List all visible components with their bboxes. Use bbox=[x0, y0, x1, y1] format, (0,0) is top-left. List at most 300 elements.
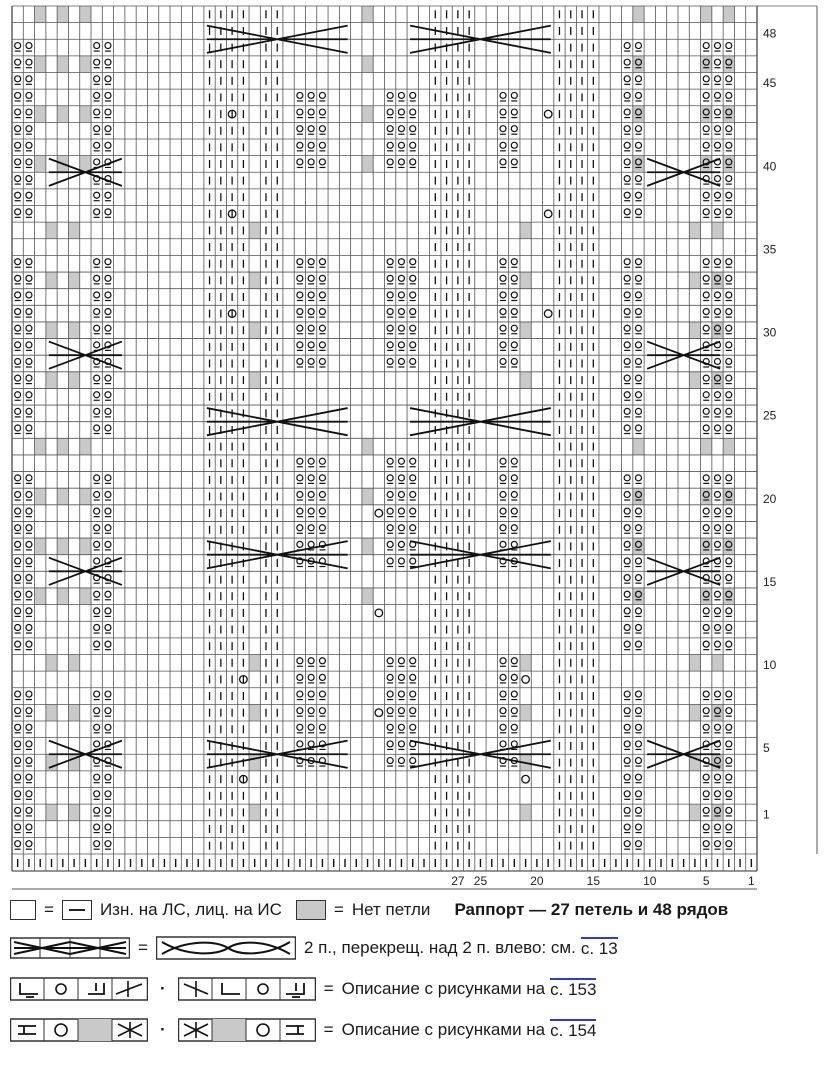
twisted-stitch-symbol bbox=[624, 758, 630, 764]
twisted-stitch-symbol bbox=[410, 92, 416, 98]
grey-cell bbox=[68, 322, 79, 339]
twisted-stitch-symbol bbox=[105, 608, 111, 614]
grey-cell bbox=[249, 704, 260, 721]
twisted-stitch-symbol bbox=[410, 342, 416, 348]
twisted-stitch-symbol bbox=[94, 492, 100, 498]
twisted-stitch-symbol bbox=[297, 142, 303, 148]
twisted-stitch-symbol bbox=[726, 558, 732, 564]
dot-separator: · bbox=[160, 1020, 166, 1039]
grey-cell bbox=[689, 222, 700, 239]
twisted-stitch-symbol bbox=[726, 708, 732, 714]
column-number: 27 bbox=[451, 874, 465, 888]
twisted-stitch-symbol bbox=[714, 76, 720, 82]
twisted-stitch-symbol bbox=[714, 791, 720, 797]
row-number: 20 bbox=[763, 491, 777, 506]
grey-cell bbox=[68, 654, 79, 671]
twisted-stitch-symbol bbox=[726, 758, 732, 764]
twisted-stitch-symbol bbox=[703, 525, 709, 531]
twisted-stitch-symbol bbox=[624, 408, 630, 414]
grey-cell bbox=[362, 438, 373, 455]
grey-cell bbox=[46, 754, 57, 771]
grey-cell bbox=[57, 56, 68, 73]
equals-sign: = bbox=[323, 979, 334, 998]
twisted-stitch-symbol bbox=[387, 92, 393, 98]
twisted-stitch-symbol bbox=[511, 741, 517, 747]
grey-cell bbox=[80, 488, 91, 505]
twisted-stitch-symbol bbox=[297, 724, 303, 730]
grey-cell bbox=[520, 372, 531, 389]
twisted-stitch-symbol bbox=[703, 325, 709, 331]
twisted-stitch-symbol bbox=[94, 541, 100, 547]
cross-cable-symbol bbox=[647, 558, 720, 585]
twisted-stitch-symbol bbox=[308, 691, 314, 697]
twisted-stitch-symbol bbox=[500, 309, 506, 315]
twisted-stitch-symbol bbox=[319, 475, 325, 481]
twisted-stitch-symbol bbox=[714, 824, 720, 830]
twisted-stitch-symbol bbox=[624, 92, 630, 98]
legend-row-3 bbox=[10, 977, 596, 1001]
twisted-stitch-symbol bbox=[500, 541, 506, 547]
twisted-stitch-symbol bbox=[387, 309, 393, 315]
yarn-over-symbol bbox=[522, 775, 530, 783]
twisted-stitch-symbol bbox=[297, 475, 303, 481]
grey-cell bbox=[712, 704, 723, 721]
column-number: 5 bbox=[702, 874, 710, 888]
twisted-stitch-symbol bbox=[726, 275, 732, 281]
twisted-stitch-symbol bbox=[511, 109, 517, 115]
grey-cell bbox=[633, 56, 644, 73]
twisted-stitch-symbol bbox=[500, 741, 506, 747]
twisted-stitch-symbol bbox=[398, 142, 404, 148]
twisted-stitch-symbol bbox=[398, 508, 404, 514]
cross-cable-symbol bbox=[410, 741, 551, 768]
twisted-stitch-symbol bbox=[15, 43, 21, 49]
column-number: 25 bbox=[473, 874, 488, 888]
twisted-stitch-symbol bbox=[15, 59, 21, 65]
twisted-stitch-symbol bbox=[624, 425, 630, 431]
twisted-stitch-symbol bbox=[624, 774, 630, 780]
grey-cell bbox=[520, 704, 531, 721]
twisted-stitch-symbol bbox=[511, 142, 517, 148]
grey-cell bbox=[362, 488, 373, 505]
twisted-stitch-symbol bbox=[15, 591, 21, 597]
twisted-stitch-symbol bbox=[15, 691, 21, 697]
twisted-stitch-symbol bbox=[511, 275, 517, 281]
twisted-stitch-symbol bbox=[714, 641, 720, 647]
column-number: 20 bbox=[530, 874, 544, 888]
twisted-stitch-symbol bbox=[726, 209, 732, 215]
twisted-stitch-symbol bbox=[624, 625, 630, 631]
twisted-stitch-symbol bbox=[387, 758, 393, 764]
twisted-stitch-symbol bbox=[15, 492, 21, 498]
twisted-stitch-symbol bbox=[105, 309, 111, 315]
twisted-stitch-symbol bbox=[703, 209, 709, 215]
cross-cable-symbol bbox=[647, 342, 720, 369]
twisted-stitch-symbol bbox=[635, 309, 641, 315]
purl-legend-text: Изн. на ЛС, лиц. на ИС bbox=[99, 900, 282, 919]
legend-row-4 bbox=[10, 1018, 596, 1042]
twisted-stitch-symbol bbox=[15, 176, 21, 182]
twisted-stitch-symbol bbox=[726, 608, 732, 614]
twisted-stitch-symbol bbox=[398, 525, 404, 531]
twisted-stitch-symbol bbox=[387, 142, 393, 148]
grey-cell bbox=[723, 538, 734, 555]
row-number: 35 bbox=[763, 242, 777, 257]
twisted-stitch-symbol bbox=[94, 259, 100, 265]
grey-cell bbox=[712, 372, 723, 389]
grey-cell bbox=[35, 538, 46, 555]
twisted-stitch-symbol bbox=[94, 425, 100, 431]
twisted-stitch-symbol bbox=[15, 159, 21, 165]
twisted-stitch-symbol bbox=[635, 192, 641, 198]
twisted-stitch-symbol bbox=[105, 508, 111, 514]
cross-cable-symbol bbox=[49, 342, 122, 369]
twisted-stitch-symbol bbox=[714, 691, 720, 697]
twisted-stitch-symbol bbox=[26, 43, 32, 49]
twisted-stitch-symbol bbox=[624, 209, 630, 215]
repeat-legend-text: Раппорт — 27 петель и 48 рядов bbox=[454, 900, 729, 919]
twisted-stitch-symbol bbox=[319, 691, 325, 697]
twisted-stitch-symbol bbox=[726, 475, 732, 481]
twisted-stitch-symbol bbox=[319, 708, 325, 714]
twisted-stitch-symbol bbox=[26, 758, 32, 764]
twisted-stitch-symbol bbox=[410, 325, 416, 331]
grey-cell bbox=[362, 106, 373, 123]
twisted-stitch-symbol bbox=[15, 741, 21, 747]
twisted-stitch-symbol bbox=[398, 658, 404, 664]
twisted-stitch-symbol bbox=[635, 292, 641, 298]
yarn-over-symbol bbox=[375, 509, 383, 517]
twisted-stitch-symbol bbox=[26, 625, 32, 631]
twisted-stitch-symbol bbox=[319, 342, 325, 348]
twisted-stitch-symbol bbox=[703, 508, 709, 514]
twisted-stitch-symbol bbox=[410, 259, 416, 265]
twisted-stitch-symbol bbox=[105, 724, 111, 730]
column-number: 10 bbox=[643, 874, 657, 888]
twisted-stitch-symbol bbox=[410, 358, 416, 364]
twisted-stitch-symbol bbox=[511, 658, 517, 664]
twisted-stitch-symbol bbox=[714, 408, 720, 414]
twisted-stitch-symbol bbox=[94, 159, 100, 165]
twisted-stitch-symbol bbox=[635, 142, 641, 148]
twisted-stitch-symbol bbox=[308, 475, 314, 481]
grey-cell bbox=[68, 272, 79, 289]
grey-cell bbox=[46, 222, 57, 239]
twisted-stitch-symbol bbox=[635, 708, 641, 714]
row-number: 1 bbox=[763, 807, 770, 822]
twisted-stitch-symbol bbox=[624, 575, 630, 581]
twisted-stitch-symbol bbox=[703, 841, 709, 847]
twisted-stitch-symbol bbox=[94, 741, 100, 747]
twisted-stitch-symbol bbox=[398, 109, 404, 115]
row-number: 40 bbox=[763, 159, 777, 174]
twisted-stitch-symbol bbox=[410, 126, 416, 132]
twisted-stitch-symbol bbox=[635, 408, 641, 414]
twisted-stitch-symbol bbox=[726, 741, 732, 747]
twisted-stitch-symbol bbox=[105, 275, 111, 281]
twisted-stitch-symbol bbox=[308, 541, 314, 547]
grey-cell bbox=[689, 372, 700, 389]
twisted-stitch-symbol bbox=[500, 475, 506, 481]
twisted-stitch-symbol bbox=[26, 159, 32, 165]
twisted-stitch-symbol bbox=[26, 724, 32, 730]
description-legend-text: Описание с рисунками на bbox=[341, 1020, 546, 1039]
twisted-stitch-symbol bbox=[94, 408, 100, 414]
twisted-stitch-symbol bbox=[94, 591, 100, 597]
twisted-stitch-symbol bbox=[94, 292, 100, 298]
twisted-stitch-symbol bbox=[15, 408, 21, 414]
grey-cell bbox=[633, 156, 644, 173]
grey-cell bbox=[249, 272, 260, 289]
twisted-stitch-symbol bbox=[624, 192, 630, 198]
row-number: 25 bbox=[763, 408, 777, 423]
twisted-stitch-symbol bbox=[624, 558, 630, 564]
equals-sign: = bbox=[323, 1020, 334, 1039]
twisted-stitch-symbol bbox=[387, 292, 393, 298]
twisted-stitch-symbol bbox=[308, 658, 314, 664]
twisted-stitch-symbol bbox=[26, 342, 32, 348]
twisted-stitch-symbol bbox=[26, 575, 32, 581]
twisted-stitch-symbol bbox=[297, 508, 303, 514]
twisted-stitch-symbol bbox=[26, 807, 32, 813]
twisted-stitch-symbol bbox=[703, 708, 709, 714]
grey-cell bbox=[35, 438, 46, 455]
twisted-stitch-symbol bbox=[500, 126, 506, 132]
cross-legend-text: 2 п., перекрещ. над 2 п. влево: см. bbox=[303, 938, 576, 957]
twisted-stitch-symbol bbox=[105, 475, 111, 481]
twisted-stitch-symbol bbox=[635, 641, 641, 647]
grey-cell bbox=[80, 588, 91, 605]
grey-cell bbox=[689, 704, 700, 721]
twisted-stitch-symbol bbox=[308, 458, 314, 464]
twisted-stitch-symbol bbox=[511, 508, 517, 514]
cross-page-link[interactable]: с. 13 bbox=[580, 939, 618, 958]
description-page-link-154[interactable]: с. 154 bbox=[550, 1021, 597, 1040]
twisted-stitch-symbol bbox=[635, 508, 641, 514]
twisted-stitch-symbol bbox=[624, 142, 630, 148]
twisted-stitch-symbol bbox=[511, 691, 517, 697]
twisted-stitch-symbol bbox=[105, 92, 111, 98]
grey-cell bbox=[689, 804, 700, 821]
twisted-stitch-symbol bbox=[410, 292, 416, 298]
twisted-stitch-symbol bbox=[94, 342, 100, 348]
cross-cable-symbol bbox=[410, 541, 551, 568]
twisted-stitch-symbol bbox=[703, 259, 709, 265]
twisted-stitch-symbol bbox=[726, 126, 732, 132]
grey-cell bbox=[633, 538, 644, 555]
twisted-stitch-symbol bbox=[410, 142, 416, 148]
twisted-stitch-symbol bbox=[726, 724, 732, 730]
twisted-stitch-symbol bbox=[308, 525, 314, 531]
twisted-stitch-symbol bbox=[410, 708, 416, 714]
twisted-stitch-symbol bbox=[500, 259, 506, 265]
twisted-stitch-symbol bbox=[26, 558, 32, 564]
twisted-stitch-symbol bbox=[26, 591, 32, 597]
twisted-stitch-symbol bbox=[15, 342, 21, 348]
twisted-stitch-symbol bbox=[94, 691, 100, 697]
twisted-stitch-symbol bbox=[714, 541, 720, 547]
twisted-stitch-symbol bbox=[714, 43, 720, 49]
grey-cell bbox=[633, 488, 644, 505]
twisted-stitch-symbol bbox=[94, 325, 100, 331]
twisted-stitch-symbol bbox=[624, 126, 630, 132]
twisted-stitch-symbol bbox=[94, 275, 100, 281]
twisted-stitch-symbol bbox=[94, 209, 100, 215]
twisted-stitch-symbol bbox=[726, 824, 732, 830]
twisted-stitch-symbol bbox=[105, 425, 111, 431]
twisted-stitch-symbol bbox=[15, 325, 21, 331]
twisted-stitch-symbol bbox=[500, 691, 506, 697]
twisted-stitch-symbol bbox=[15, 724, 21, 730]
twisted-stitch-symbol bbox=[387, 109, 393, 115]
twisted-stitch-symbol bbox=[398, 708, 404, 714]
twisted-stitch-symbol bbox=[500, 275, 506, 281]
twisted-stitch-symbol bbox=[635, 724, 641, 730]
twisted-stitch-symbol bbox=[624, 292, 630, 298]
twisted-stitch-symbol bbox=[398, 92, 404, 98]
grey-cell bbox=[712, 654, 723, 671]
twisted-stitch-symbol bbox=[726, 92, 732, 98]
twisted-stitch-symbol bbox=[624, 109, 630, 115]
twisted-stitch-symbol bbox=[297, 492, 303, 498]
grey-cell bbox=[68, 804, 79, 821]
twisted-stitch-symbol bbox=[511, 358, 517, 364]
twisted-stitch-symbol bbox=[714, 309, 720, 315]
grey-cell bbox=[723, 156, 734, 173]
twisted-stitch-symbol bbox=[308, 708, 314, 714]
twisted-stitch-symbol bbox=[94, 608, 100, 614]
twisted-stitch-symbol bbox=[714, 575, 720, 581]
grey-cell bbox=[633, 588, 644, 605]
twisted-stitch-symbol bbox=[26, 309, 32, 315]
twisted-stitch-symbol bbox=[726, 176, 732, 182]
twisted-stitch-symbol bbox=[500, 674, 506, 680]
description-page-link-153[interactable]: с. 153 bbox=[550, 980, 597, 999]
row-number: 10 bbox=[763, 658, 777, 673]
twisted-stitch-symbol bbox=[15, 192, 21, 198]
twisted-stitch-symbol bbox=[94, 475, 100, 481]
twisted-stitch-symbol bbox=[635, 608, 641, 614]
twisted-stitch-symbol bbox=[105, 43, 111, 49]
grey-cell bbox=[633, 6, 644, 23]
twist-symbol-d bbox=[178, 1018, 316, 1042]
grey-cell bbox=[723, 56, 734, 73]
twisted-stitch-symbol bbox=[387, 708, 393, 714]
grey-cell bbox=[249, 804, 260, 821]
twisted-stitch-symbol bbox=[511, 475, 517, 481]
grey-cell bbox=[520, 804, 531, 821]
twisted-stitch-symbol bbox=[319, 126, 325, 132]
twisted-stitch-symbol bbox=[105, 375, 111, 381]
twisted-stitch-symbol bbox=[703, 774, 709, 780]
twisted-stitch-symbol bbox=[635, 275, 641, 281]
twisted-stitch-symbol bbox=[94, 558, 100, 564]
twisted-stitch-symbol bbox=[15, 575, 21, 581]
twisted-stitch-symbol bbox=[105, 76, 111, 82]
twisted-stitch-symbol bbox=[714, 608, 720, 614]
twisted-stitch-symbol bbox=[500, 109, 506, 115]
twist-symbol-c bbox=[10, 1018, 148, 1042]
twisted-stitch-symbol bbox=[94, 824, 100, 830]
twisted-stitch-symbol bbox=[15, 358, 21, 364]
twisted-stitch-symbol bbox=[26, 259, 32, 265]
twisted-stitch-symbol bbox=[726, 309, 732, 315]
twisted-stitch-symbol bbox=[410, 159, 416, 165]
twisted-stitch-symbol bbox=[94, 59, 100, 65]
twisted-stitch-symbol bbox=[319, 109, 325, 115]
twisted-stitch-symbol bbox=[624, 691, 630, 697]
twisted-stitch-symbol bbox=[703, 309, 709, 315]
twisted-stitch-symbol bbox=[635, 76, 641, 82]
twisted-stitch-symbol bbox=[105, 492, 111, 498]
grey-cell bbox=[723, 438, 734, 455]
twist-symbol-b bbox=[178, 977, 316, 1001]
twisted-stitch-symbol bbox=[105, 142, 111, 148]
column-number: 1 bbox=[748, 874, 755, 888]
twisted-stitch-symbol bbox=[387, 691, 393, 697]
twisted-stitch-symbol bbox=[297, 259, 303, 265]
grey-cell bbox=[701, 56, 712, 73]
twisted-stitch-symbol bbox=[410, 508, 416, 514]
twisted-stitch-symbol bbox=[26, 325, 32, 331]
twisted-stitch-symbol bbox=[726, 342, 732, 348]
twisted-stitch-symbol bbox=[319, 292, 325, 298]
twisted-stitch-symbol bbox=[15, 292, 21, 298]
grey-cell bbox=[362, 538, 373, 555]
twisted-stitch-symbol bbox=[726, 508, 732, 514]
twisted-stitch-symbol bbox=[308, 342, 314, 348]
twisted-stitch-symbol bbox=[15, 525, 21, 531]
twisted-stitch-symbol bbox=[511, 525, 517, 531]
twisted-stitch-symbol bbox=[105, 525, 111, 531]
twisted-stitch-symbol bbox=[94, 641, 100, 647]
grey-cell bbox=[689, 654, 700, 671]
twisted-stitch-symbol bbox=[15, 309, 21, 315]
column-number: 15 bbox=[586, 874, 601, 888]
twisted-stitch-symbol bbox=[410, 525, 416, 531]
twisted-stitch-symbol bbox=[410, 658, 416, 664]
twisted-stitch-symbol bbox=[624, 325, 630, 331]
twisted-stitch-symbol bbox=[635, 824, 641, 830]
twisted-stitch-symbol bbox=[308, 492, 314, 498]
twisted-stitch-symbol bbox=[511, 259, 517, 265]
twisted-stitch-symbol bbox=[624, 375, 630, 381]
twisted-stitch-symbol bbox=[624, 342, 630, 348]
twisted-stitch-symbol bbox=[387, 259, 393, 265]
row-number: 45 bbox=[763, 76, 777, 91]
twisted-stitch-symbol bbox=[319, 92, 325, 98]
twisted-stitch-symbol bbox=[714, 625, 720, 631]
grey-cell bbox=[723, 6, 734, 23]
twisted-stitch-symbol bbox=[387, 558, 393, 564]
twisted-stitch-symbol bbox=[703, 275, 709, 281]
twisted-stitch-symbol bbox=[387, 658, 393, 664]
twisted-stitch-symbol bbox=[105, 791, 111, 797]
twisted-stitch-symbol bbox=[726, 641, 732, 647]
twisted-stitch-symbol bbox=[15, 92, 21, 98]
twisted-stitch-symbol bbox=[319, 275, 325, 281]
grey-cell bbox=[701, 438, 712, 455]
grey-cell bbox=[46, 654, 57, 671]
twisted-stitch-symbol bbox=[624, 591, 630, 597]
twisted-stitch-symbol bbox=[297, 691, 303, 697]
twisted-stitch-symbol bbox=[297, 275, 303, 281]
twisted-stitch-symbol bbox=[511, 126, 517, 132]
twisted-stitch-symbol bbox=[387, 525, 393, 531]
twisted-stitch-symbol bbox=[387, 492, 393, 498]
twisted-stitch-symbol bbox=[703, 691, 709, 697]
twisted-stitch-symbol bbox=[398, 325, 404, 331]
